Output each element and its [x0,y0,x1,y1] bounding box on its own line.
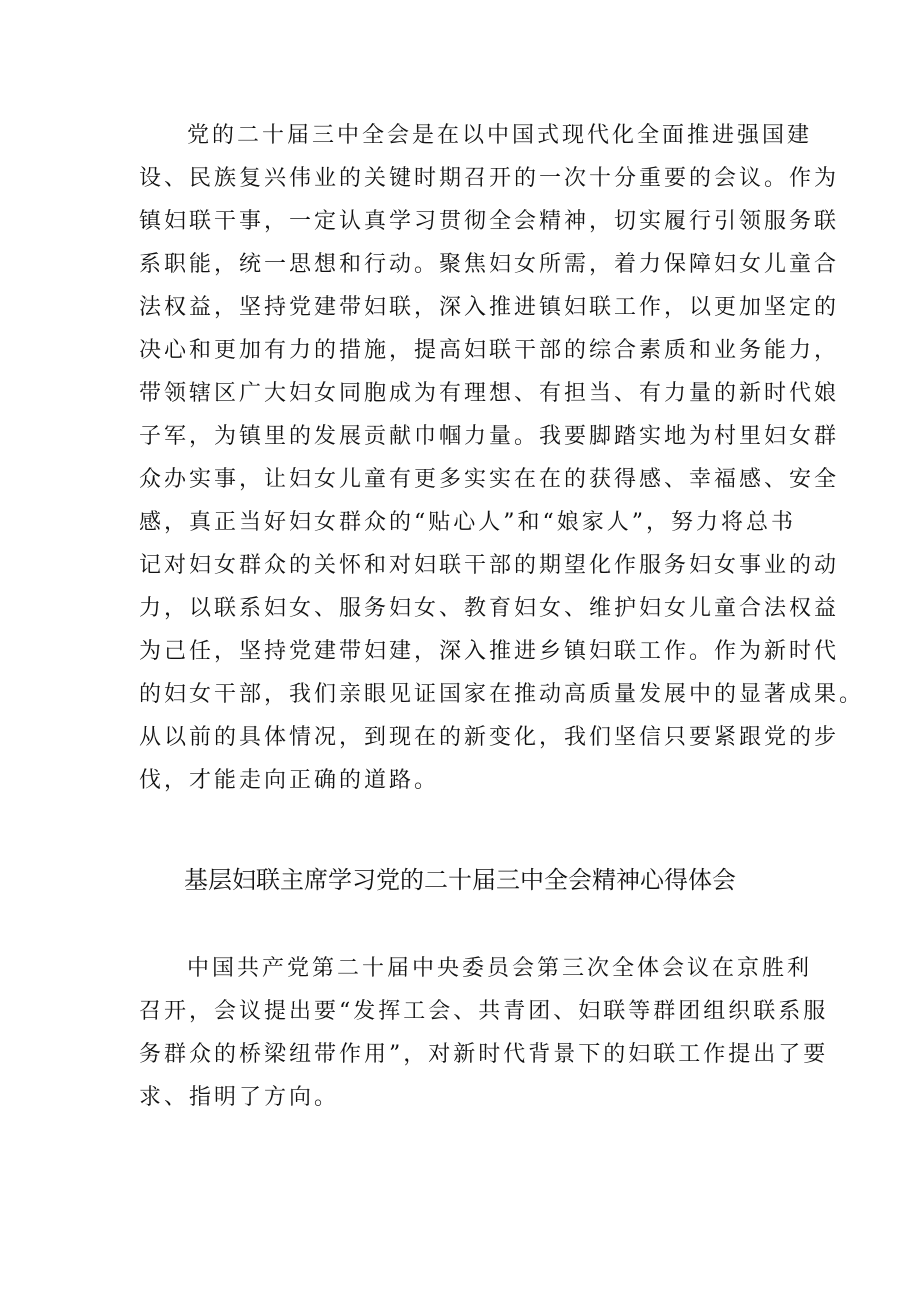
paragraph-line: 决心和更加有力的措施，提高妇联干部的综合素质和业务能力， [139,338,840,363]
body-paragraph-1 [139,114,864,802]
paragraph-line: 力，以联系妇女、服务妇女、教育妇女、维护妇女儿童合法权益 [139,596,840,621]
paragraph-line: 设、民族复兴伟业的关键时期召开的一次十分重要的会议。作为 [139,166,840,191]
paragraph-line: 法权益，坚持党建带妇联，深入推进镇妇联工作，以更加坚定的 [139,295,840,320]
paragraph-line: 记对妇女群众的关怀和对妇联干部的期望化作服务妇女事业的动 [139,553,840,578]
paragraph-line: 感，真正当好妇女群众的“贴心人”和“娘家人”，努力将总书 [139,510,796,535]
paragraph-line: 从以前的具体情况，到现在的新变化，我们坚信只要紧跟党的步 [139,725,840,750]
paragraph-line: 务群众的桥梁纽带作用”，对新时代背景下的妇联工作提出了要 [139,1042,829,1067]
body-paragraph-2 [139,947,828,1119]
paragraph-line: 党的二十届三中全会是在以中国式现代化全面推进强国建 [187,123,813,148]
section-heading: 基层妇联主席学习党的二十届三中全会精神心得体会 [184,866,736,894]
paragraph-line: 伐，才能走向正确的道路。 [139,768,440,793]
paragraph-line: 系职能，统一思想和行动。聚焦妇女所需，着力保障妇女儿童合 [139,252,840,277]
paragraph-line: 带领辖区广大妇女同胞成为有理想、有担当、有力量的新时代娘 [139,381,840,406]
paragraph-line: 众办实事，让妇女儿童有更多实实在在的获得感、幸福感、安全 [139,467,840,492]
paragraph-line: 镇妇联干事，一定认真学习贯彻全会精神，切实履行引领服务联 [139,209,840,234]
paragraph-line: 中国共产党第二十届中央委员会第三次全体会议在京胜利 [187,956,813,981]
paragraph-line: 子军，为镇里的发展贡献巾帼力量。我要脚踏实地为村里妇女群 [139,424,840,449]
paragraph-line: 召开，会议提出要“发挥工会、共青团、妇联等群团组织联系服 [139,999,829,1024]
paragraph-line: 的妇女干部，我们亲眼见证国家在推动高质量发展中的显著成果。 [139,682,865,707]
paragraph-line: 为己任，坚持党建带妇建，深入推进乡镇妇联工作。作为新时代 [139,639,840,664]
paragraph-line: 求、指明了方向。 [139,1085,340,1110]
